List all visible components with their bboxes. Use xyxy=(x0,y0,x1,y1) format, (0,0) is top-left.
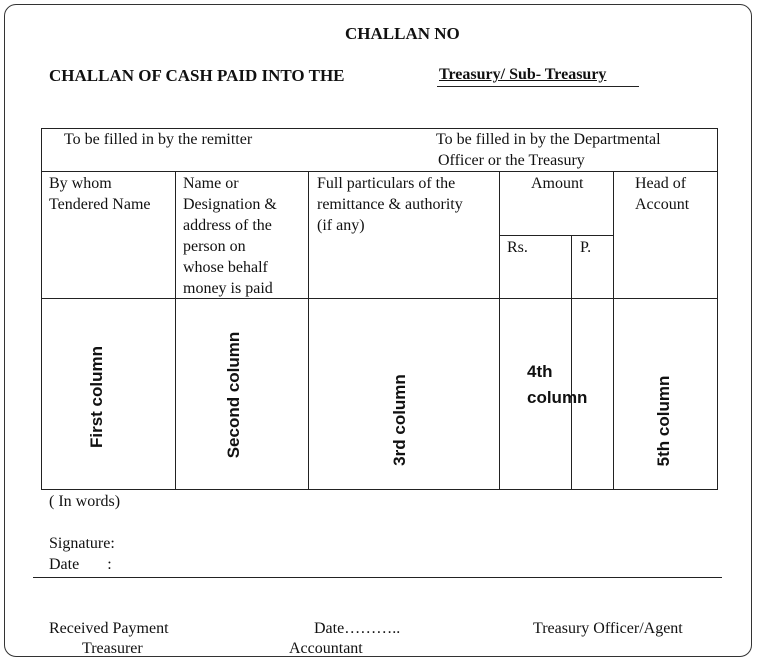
fifth-column-placeholder: 5th column xyxy=(654,375,673,467)
col2-header-line: whose behalf xyxy=(183,259,268,276)
third-column-placeholder: 3rd column xyxy=(390,374,409,466)
table-header-bottom xyxy=(41,298,718,299)
col-divider-4 xyxy=(613,171,614,489)
rs-header: Rs. xyxy=(507,239,528,256)
p-header: P. xyxy=(580,239,592,256)
accountant-label: Accountant xyxy=(289,640,363,657)
fourth-column-line: column xyxy=(527,388,588,407)
received-payment-label: Received Payment xyxy=(49,620,169,637)
col2-header-line: money is paid xyxy=(183,280,273,297)
col3-header xyxy=(317,173,463,236)
head-header-line: Account xyxy=(635,196,690,213)
col3-header-line: remittance & authority xyxy=(317,196,463,213)
fourth-column-placeholder xyxy=(527,359,587,411)
head-header-line: Head of xyxy=(635,175,687,192)
document-frame xyxy=(4,4,752,657)
second-column-placeholder: Second column xyxy=(224,331,243,459)
col-divider-1 xyxy=(175,171,176,489)
remitter-section-label: To be filled in by the remitter xyxy=(64,131,253,148)
dept-section-label-line2: Officer or the Treasury xyxy=(438,152,585,169)
table-right-border xyxy=(717,128,718,489)
amount-subdivider xyxy=(500,235,613,236)
treasurer-label: Treasurer xyxy=(82,640,143,657)
col2-header xyxy=(183,173,277,299)
fourth-column-line: 4th xyxy=(527,362,553,381)
amount-header: Amount xyxy=(531,175,584,192)
in-words-label: ( In words) xyxy=(49,493,121,510)
dept-section-label-line1: To be filled in by the Departmental xyxy=(436,131,661,148)
col-divider-2 xyxy=(308,171,309,489)
col1-header-line: By whom xyxy=(49,175,112,192)
head-of-account-header xyxy=(635,173,689,215)
challan-no-label: CHALLAN NO xyxy=(345,24,460,43)
treasury-label: Treasury/ Sub- Treasury xyxy=(439,66,607,83)
col3-header-line: Full particulars of the xyxy=(317,175,456,192)
table-left-border xyxy=(41,128,42,489)
col2-header-line: Designation & xyxy=(183,196,277,213)
table-section-divider xyxy=(41,171,718,172)
col3-header-line: (if any) xyxy=(317,217,365,234)
col1-header-line: Tendered Name xyxy=(49,196,151,213)
col2-header-line: person on xyxy=(183,238,246,255)
treasury-underline xyxy=(437,86,639,87)
treasury-officer-label: Treasury Officer/Agent xyxy=(533,620,683,637)
date-label: Date : xyxy=(49,556,112,573)
challan-title: CHALLAN OF CASH PAID INTO THE xyxy=(49,66,345,85)
table-bottom-border xyxy=(41,489,718,490)
col2-header-line: Name or xyxy=(183,175,239,192)
col1-header xyxy=(49,173,151,215)
col2-header-line: address of the xyxy=(183,217,272,234)
footer-divider xyxy=(33,577,722,578)
footer-date-label: Date……….. xyxy=(314,620,401,637)
col-divider-3 xyxy=(499,171,500,489)
first-column-placeholder: First column xyxy=(87,346,106,449)
signature-label: Signature: xyxy=(49,535,115,552)
